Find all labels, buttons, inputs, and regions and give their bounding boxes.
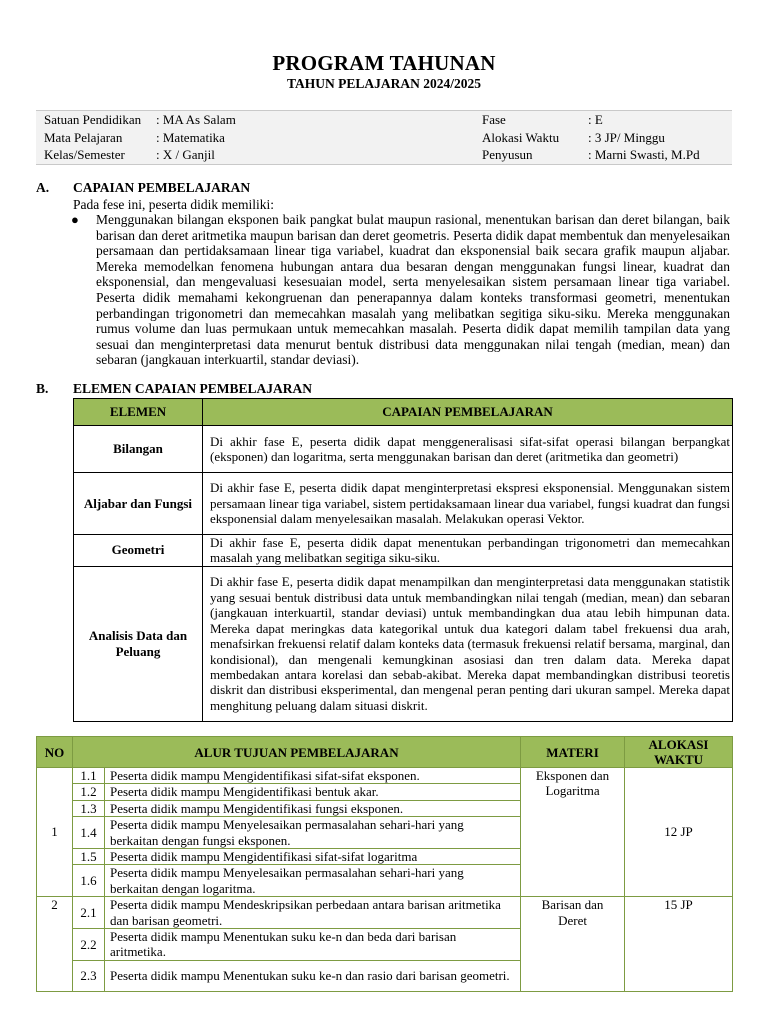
section-number: B.: [36, 381, 49, 396]
table-row: [74, 535, 733, 567]
elemen-cell: Bilangan: [74, 426, 203, 473]
info-value: : MA As Salam: [156, 112, 236, 127]
elemen-table: [73, 398, 733, 722]
item-text: Peserta didik mampu Mengidentifikasi sifat-sifat eksponen.: [105, 768, 521, 784]
item-text: Peserta didik mampu Menyelesaikan permasalahan sehari-hari yang berkaitan dengan logaritma.: [105, 865, 521, 897]
section-title: CAPAIAN PEMBELAJARAN: [73, 180, 251, 195]
item-text: Peserta didik mampu Menyelesaikan permasalahan sehari-hari yang berkaitan dengan fungsi eksponen.: [105, 817, 521, 849]
materi-cell: Eksponen dan Logaritma: [521, 768, 625, 897]
column-header-alur: ALUR TUJUAN PEMBELAJARAN: [73, 737, 521, 768]
info-label: Mata Pelajaran: [44, 130, 123, 145]
elemen-cell: Geometri: [74, 535, 203, 567]
info-label: Fase: [482, 112, 506, 127]
page-subtitle: TAHUN PELAJARAN 2024/2025: [286, 76, 481, 91]
info-label: Alokasi Waktu: [482, 130, 560, 145]
item-code: 1.4: [73, 817, 105, 849]
column-header-materi: MATERI: [521, 737, 625, 768]
column-header-no: NO: [37, 737, 73, 768]
item-text: Peserta didik mampu Mengidentifikasi fungsi eksponen.: [105, 800, 521, 816]
no-cell: 2: [37, 897, 73, 992]
section-a-bullet-text: Menggunakan bilangan eksponen baik pangkat bulat maupun rasional, menentukan barisan dan deret bilangan, baik barisan dan deret aritmetika maupun barisan dan deret geometris. Peserta didik dapat membentuk dan menyelesaikan persamaan dan pertidaksamaan linear tiga variabel, kuadrat dan eksponensial baik secara grafik maupun aljabar. Mereka memodelkan fenomena hubungan antara dua besaran dengan menggunakan fungsi linear, kuadrat dan eksponensial, dan mengevaluasi kesesuaian model, serta menyelesaikan sistem persamaan linear tiga variabel. Peserta didik memahami kekongruenan dan penerapannya dalam konteks transformasi geometri, menentukan perbandingan trigonometri dan memecahkan masalah yang melibatkan segitiga siku-siku. Mereka menggunakan rumus volume dan luas permukaan untuk memecahkan masalah. Peserta didik dapat memilih tampilan data yang sesuai dan menginterpretasi data menurut bentuk distribusi data menggunakan nilai tengah (median, mean) dan sebaran (jangkauan interkuartil, standar deviasi).: [96, 212, 730, 368]
section-a-intro: Pada fese ini, peserta didik memiliki:: [73, 197, 274, 212]
item-text: Peserta didik mampu Mengidentifikasi bentuk akar.: [105, 784, 521, 800]
capaian-cell: Di akhir fase E, peserta didik dapat menentukan perbandingan trigonometri dan memecahkan masalah yang melibatkan segitiga siku-siku.: [203, 535, 733, 567]
info-value: : X / Ganjil: [156, 147, 215, 162]
info-value: : E: [588, 112, 603, 127]
elemen-cell: Aljabar dan Fungsi: [74, 473, 203, 535]
item-code: 1.3: [73, 800, 105, 816]
column-header-alokasi: ALOKASI WAKTU: [625, 737, 733, 768]
item-text: Peserta didik mampu Mengidentifikasi sifat-sifat logaritma: [105, 849, 521, 865]
table-header-row: [37, 737, 733, 768]
info-label: Kelas/Semester: [44, 147, 125, 162]
item-code: 2.1: [73, 897, 105, 929]
column-header-elemen: ELEMEN: [74, 399, 203, 426]
info-label: Penyusun: [482, 147, 533, 162]
table-row: [74, 473, 733, 535]
alokasi-cell: 15 JP: [625, 897, 733, 992]
materi-cell: Barisan dan Deret: [521, 897, 625, 992]
item-code: 1.2: [73, 784, 105, 800]
info-row: [36, 112, 732, 129]
info-row: [36, 130, 732, 147]
atp-table: [36, 736, 733, 992]
item-text: Peserta didik mampu Menentukan suku ke-n dan rasio dari barisan geometri.: [105, 960, 521, 991]
info-box: [36, 110, 732, 165]
page-title: PROGRAM TAHUNAN: [272, 51, 496, 75]
column-header-capaian: CAPAIAN PEMBELAJARAN: [203, 399, 733, 426]
item-code: 2.3: [73, 960, 105, 991]
table-header-row: [74, 399, 733, 426]
alokasi-cell: 12 JP: [625, 768, 733, 897]
section-number: A.: [36, 180, 50, 195]
info-value: : Matematika: [156, 130, 225, 145]
capaian-cell: Di akhir fase E, peserta didik dapat menggeneralisasi sifat-sifat operasi bilangan berpangkat (eksponen) dan logaritma, serta menggunakan barisan dan deret (aritmetika dan geometri): [203, 426, 733, 473]
item-code: 2.2: [73, 929, 105, 961]
no-cell: 1: [37, 768, 73, 897]
table-row: [74, 426, 733, 473]
info-value: : 3 JP/ Minggu: [588, 130, 665, 145]
section-title: ELEMEN CAPAIAN PEMBELAJARAN: [73, 381, 313, 396]
item-text: Peserta didik mampu Mendeskripsikan perbedaan antara barisan aritmetika dan barisan geometri.: [105, 897, 521, 929]
item-code: 1.6: [73, 865, 105, 897]
capaian-cell: Di akhir fase E, peserta didik dapat menginterpretasi ekspresi eksponensial. Menggunakan sistem persamaan linear tiga variabel, sistem pertidaksamaan linear dua variabel, fungsi kuadrat dan fungsi eksponensial dalam menyelesaikan masalah. Melakukan operasi Vektor.: [203, 473, 733, 535]
item-text: Peserta didik mampu Menentukan suku ke-n dan beda dari barisan aritmetika.: [105, 929, 521, 961]
item-code: 1.1: [73, 768, 105, 784]
item-code: 1.5: [73, 849, 105, 865]
table-row: [74, 566, 733, 721]
info-row: [36, 147, 732, 164]
elemen-cell: Analisis Data dan Peluang: [74, 566, 203, 721]
info-value: : Marni Swasti, M.Pd: [588, 147, 700, 162]
capaian-cell: Di akhir fase E, peserta didik dapat menampilkan dan menginterpretasi data menggunakan statistik yang sesuai bentuk distribusi data untuk membandingkan nilai tengah (median, mean) dan sebaran (jangkauan interkuartil, standar deviasi) untuk membandingkan dua atau lebih himpunan data. Mereka dapat meringkas data kategorikal untuk dua kategori dalam tabel frekuensi dua arah, menafsirkan frekuensi relatif dalam konteks data (termasuk frekuensi relatif bersama, marginal, dan kondisional), dan mengenali kemungkinan asosiasi dan tren dalam data. Mereka dapat membedakan antara korelasi dan sebab-akibat. Mereka dapat membandingkan distribusi teoretis diskrit dan distribusi eksperimental, dan mengenal peran penting dari ukuran sampel. Mereka dapat menghitung peluang dalam situasi diskrit.: [203, 566, 733, 721]
table-row: [37, 768, 733, 784]
table-row: [37, 897, 733, 929]
info-label: Satuan Pendidikan: [44, 112, 142, 127]
bullet-icon: ●: [71, 212, 79, 227]
